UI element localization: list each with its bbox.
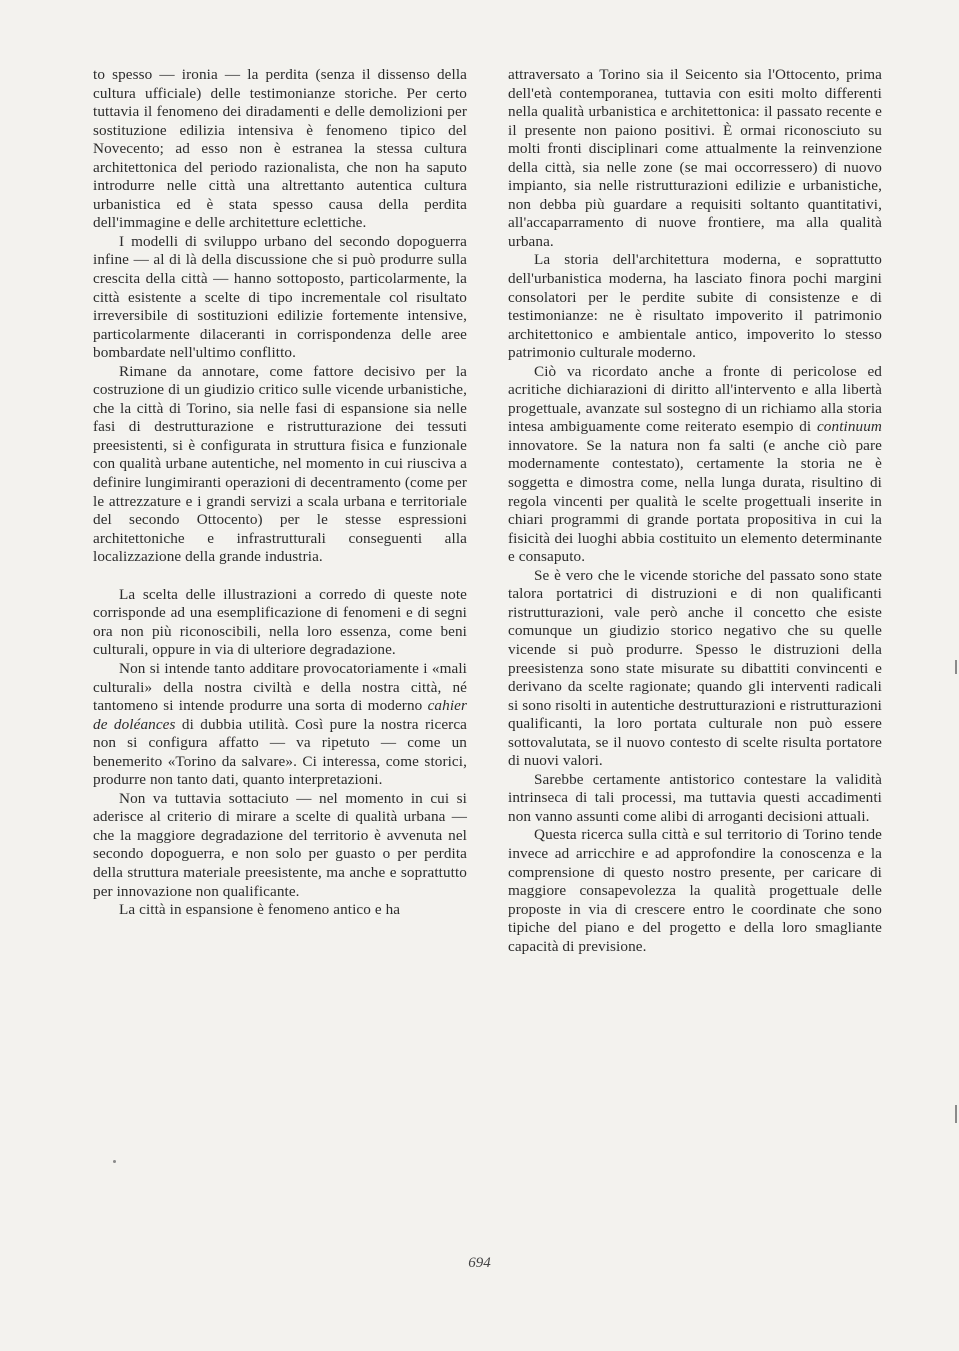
paragraph: Non va tuttavia sottaciuto — nel momento in cui si aderisce al criterio di mirare a scelte di qualità urbana — che la maggiore degradazione del territorio è avvenuta nel secondo dopoguerra, e non solo per guasto o per perdita della struttura materiale preesistente, ma anche e soprattutto per innovazione non qualificante. xyxy=(93,789,467,900)
paragraph: Se è vero che le vicende storiche del passato sono state talora portatrici di distruzioni e di non qualificanti ristrutturazioni, vale però anche il concetto che esiste comunque un giudizio storico negativo che su quelle vicende si può produrre. Spesso le distruzioni della preesistenza sono state misurate su dibattiti convincenti e derivano da scelte ragionate; quando gli interventi radicali si sono risolti in autentiche destrutturazioni e ristrutturazioni qualificanti, la loro portata culturale non può essere sottovalutata, se il nuovo contesto di scelte risulta portatore di nuovi valori. xyxy=(508,566,882,770)
text-run: Ciò va ricordato anche a fronte di pericolose ed acritiche dichiarazioni di diritto all'intervento e alla libertà progettuale, avanzate sul sostegno di un richiamo alla storia intesa ambiguamente come reiterato esempio di xyxy=(508,362,882,436)
text-run: di dubbia utilità. Così pure la nostra ricerca non si configura affatto — va ripetuto — come un benemerito «Torino da salvare». Ci interessa, come storici, produrre non tanto dati, quanto interpretazioni. xyxy=(93,715,468,789)
paragraph: La storia dell'architettura moderna, e soprattutto dell'urbanistica moderna, ha lasciato finora pochi margini consolatori per le perdite subite di consistenze e di testimonianze: ne è risultato impoverito il patrimonio architettonico e ambientale antico, impoverito lo stesso patrimonio culturale moderno. xyxy=(508,251,882,362)
paragraph: Questa ricerca sulla città e sul territorio di Torino tende invece ad arricchire e ad approfondire la conoscenza e la comprensione di questo nostro presente, per caricare di maggiore consapevolezza la qualità progettuale delle proposte in via di crescere entro le coordinate che sono tipiche del piano e del progetto e della loro smagliante capacità di previsione. xyxy=(508,826,882,955)
paragraph xyxy=(508,363,882,567)
paragraph: La scelta delle illustrazioni a corredo di queste note corrisponde ad una esemplificazione di fenomeni e di segni ora non più riconoscibili, nella loro essenza, come beni culturali, oppure in via di ulteriore degradazione. xyxy=(93,585,467,659)
left-column xyxy=(93,66,467,920)
text-run: Non si intende tanto additare provocatoriamente i «mali culturali» della nostra civiltà e della nostra città, né tantomeno si intende produrre una sorta di moderno xyxy=(93,659,467,715)
page-number: 694 xyxy=(468,1255,491,1271)
paragraph: to spesso — ironia — la perdita (senza il dissenso della cultura ufficiale) delle testimonianze storiche. Per certo tuttavia il fenomeno dei diradamenti e delle demolizioni per sostituzione edilizia intensiva è fenomeno tipico del Novecento; ad esso non è estranea la stessa cultura architettonica del periodo razionalista, che non ha saputo introdurre nelle città una altrettanto autentica cultura urbanistica ed è stata spesso causa della perdita dell'immagine e delle architetture eclettiche. xyxy=(93,66,467,232)
paragraph: attraversato a Torino sia il Seicento sia l'Ottocento, prima dell'età contemporanea, tuttavia con esiti molto differenti nella qualità urbanistica e architettonica: il passato recente e il presente non paiono positivi. È ormai riconosciuto su molti fronti disciplinari come attualmente la reinvenzione della città, sia nelle zone (se mai occorressero) di nuovo impianto, sia nelle ristrutturazioni edilizie e urbanistiche, non debba più guardare a requisiti soltanto quantitativi, all'accaparramento di nuove frontiere, ma alla qualità urbana. xyxy=(508,66,882,250)
text-run: innovatore. Se la natura non fa salti (e anche ciò pare modernamente contestato), certamente la storia ne è soggetta e dimostra come, nella lunga durata, risultino di regola vincenti per qualità le scelte progettuali inserite in chiari programmi di grande portata propositiva in cui la fisicità dei luoghi abbia costituito un elemento determinante e consaputo. xyxy=(508,436,882,566)
paragraph: I modelli di sviluppo urbano del secondo dopoguerra infine — al di là della discussione che si può produrre sulla crescita della città — hanno sottoposto, particolarmente, la città esistente a scelte di tipo incrementale col risultato irreversibile di sostituzioni edilizie fortemente intensive, particolarmente dilaceranti in corrispondenza delle aree bombardate nell'ultimo conflitto. xyxy=(93,232,467,362)
italic-term: cahier de doléances xyxy=(93,697,467,733)
paragraph: Sarebbe certamente antistorico contestare la validità intrinseca di tali processi, ma tuttavia questi accadimenti non vanno assunti come alibi di arroganti decisioni attuali. xyxy=(508,770,882,825)
paragraph: La città in espansione è fenomeno antico e ha xyxy=(119,901,401,919)
right-column xyxy=(508,66,882,956)
scan-speck xyxy=(113,1160,116,1163)
scan-mark xyxy=(955,1105,957,1123)
paragraph: Rimane da annotare, come fattore decisivo per la costruzione di un giudizio critico sulle vicende urbanistiche, che la città di Torino, sia nelle fasi di espansione sia nelle fasi di destrutturazione e ristrutturazione dei tessuti preesistenti, si è configurata in struttura fisica e funzionale con qualità urbane autentiche, nel momento in cui riusciva a definire lungimiranti operazioni di decentramento (come per le attrezzature e i grandi servizi a scala urbana e territoriale del secondo Ottocento) per le stesse espressioni architettoniche e infrastrutturali conseguenti alla localizzazione della grande industria. xyxy=(93,362,467,566)
paragraph xyxy=(93,660,467,790)
scan-mark xyxy=(955,660,957,674)
italic-term: continuum xyxy=(816,418,882,436)
